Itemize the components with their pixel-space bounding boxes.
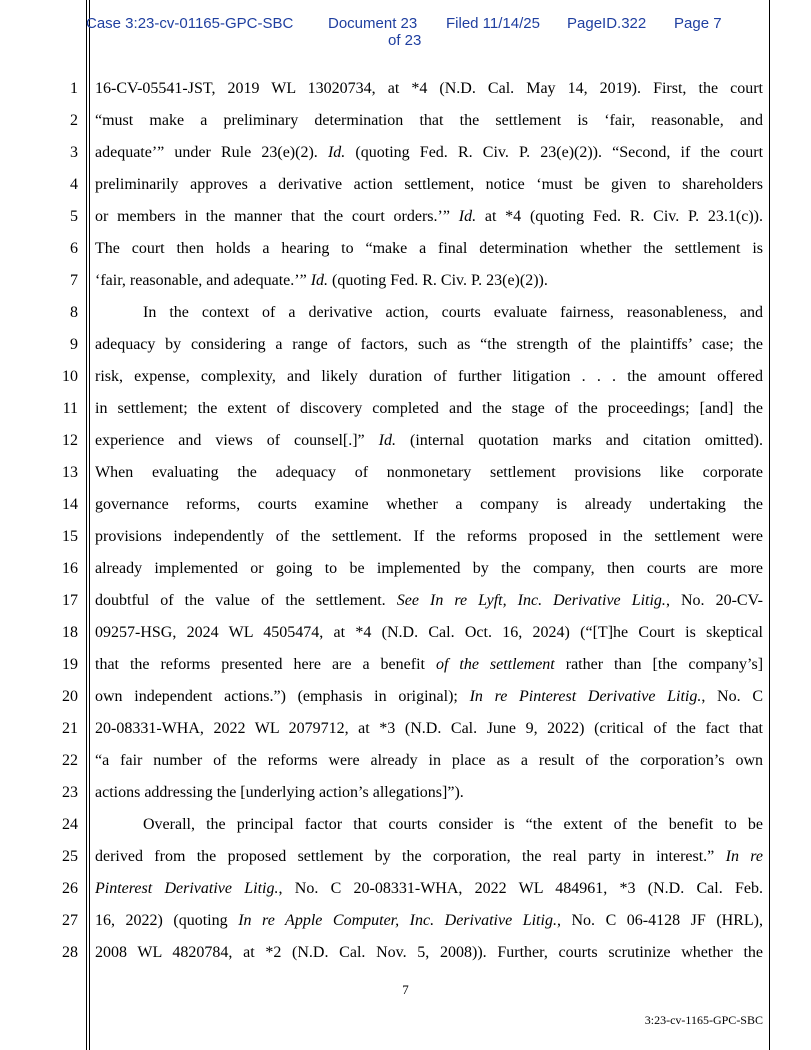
line-number: 7 <box>70 272 78 289</box>
citation-italic: Id. <box>310 272 329 289</box>
text-line <box>95 905 763 937</box>
text-line <box>95 393 763 425</box>
text-segment: rather than [the company’s] <box>554 656 764 673</box>
line-number: 28 <box>62 944 78 961</box>
text-segment: (quoting Fed. R. Civ. P. 23(e)(2)). <box>328 272 548 289</box>
citation-italic: Pinterest Derivative Litig. <box>95 880 279 897</box>
text-line <box>95 489 763 521</box>
citation-italic: Id. <box>378 432 396 449</box>
line-number: 10 <box>62 368 78 385</box>
text-segment: Overall, the principal factor that courts consider is “the extent of the benefit to be <box>143 816 763 833</box>
line-number: 2 <box>70 112 78 129</box>
text-line <box>95 617 763 649</box>
citation-italic: In re Pinterest Derivative Litig. <box>469 688 702 705</box>
citation-italic: See In re Lyft, Inc. Derivative Litig. <box>396 592 666 609</box>
text-line <box>95 73 763 105</box>
line-number: 8 <box>70 304 78 321</box>
text-segment: When evaluating the adequacy of nonmonetary settlement provisions like corporate <box>95 464 763 481</box>
line-number: 18 <box>62 624 78 641</box>
line-number: 3 <box>70 144 78 161</box>
text-segment: ‘fair, reasonable, and adequate.’” <box>95 272 311 289</box>
text-line <box>95 201 763 233</box>
line-number: 12 <box>62 432 78 449</box>
header-case: Case 3:23-cv-01165-GPC-SBC <box>86 15 294 32</box>
text-segment: “must make a preliminary determination that the settlement is ‘fair, reasonable, and <box>95 112 763 129</box>
text-segment: experience and views of counsel[.]” <box>95 432 379 449</box>
text-segment: governance reforms, courts examine whether a company is already undertaking the <box>95 496 763 513</box>
header-document: Document 23 <box>328 15 418 32</box>
text-segment: 16, 2022) (quoting <box>95 912 239 929</box>
text-segment: at *4 (quoting Fed. R. Civ. P. 23.1(c)). <box>476 208 763 225</box>
text-segment: or members in the manner that the court orders.’” <box>95 208 459 225</box>
text-segment: 16-CV-05541-JST, 2019 WL 13020734, at *4 (N.D. Cal. May 14, 2019). First, the court <box>95 80 763 97</box>
text-line <box>95 745 763 777</box>
text-segment: , No. C 20-08331-WHA, 2022 WL 484961, *3 (N.D. Cal. Feb. <box>278 880 763 897</box>
citation-italic: Id. <box>458 208 477 225</box>
text-segment: The court then holds a hearing to “make a final determination whether the settlement is <box>95 240 763 257</box>
line-number: 13 <box>62 464 78 481</box>
line-number: 11 <box>62 400 78 417</box>
text-segment: own independent actions.”) (emphasis in original); <box>95 688 470 705</box>
ecf-header <box>0 15 811 51</box>
citation-italic: In re Apple Computer, Inc. Derivative Litig. <box>238 912 557 929</box>
header-page-total: of 23 <box>388 32 422 49</box>
text-segment: 2008 WL 4820784, at *2 (N.D. Cal. Nov. 5, 2008)). Further, courts scrutinize whether the <box>95 944 763 961</box>
text-line <box>95 329 763 361</box>
text-line <box>95 425 763 457</box>
text-segment: preliminarily approves a derivative action settlement, notice ‘must be given to shareholders <box>95 176 763 193</box>
text-line <box>95 457 763 489</box>
line-number: 20 <box>62 688 78 705</box>
text-line <box>95 937 763 969</box>
line-number: 24 <box>62 816 78 833</box>
text-line <box>95 265 763 297</box>
line-number: 6 <box>70 240 78 257</box>
text-line <box>95 841 763 873</box>
text-segment: provisions independently of the settlement. If the reforms proposed in the settlement were <box>95 528 763 545</box>
line-number: 21 <box>62 720 78 737</box>
text-segment: (internal quotation marks and citation omitted). <box>396 432 764 449</box>
citation-italic: In re <box>725 848 764 865</box>
right-margin-rule <box>769 0 770 1050</box>
line-number: 4 <box>70 176 78 193</box>
text-line <box>95 233 763 265</box>
emphasis-italic: of the settlement <box>435 656 555 673</box>
page-number: 7 <box>402 982 409 997</box>
line-number: 19 <box>62 656 78 673</box>
line-number: 25 <box>62 848 78 865</box>
text-line <box>95 649 763 681</box>
line-number: 22 <box>62 752 78 769</box>
header-page: Page 7 <box>674 15 722 32</box>
text-segment: , No. C 06-4128 JF (HRL), <box>556 912 764 929</box>
line-number: 26 <box>62 880 78 897</box>
text-segment: already implemented or going to be implemented by the company, then courts are more <box>95 560 763 577</box>
text-segment: adequate’” under Rule 23(e)(2). <box>95 144 328 161</box>
left-margin-rule-inner <box>89 0 90 1050</box>
text-line <box>95 553 763 585</box>
document-body <box>95 73 763 969</box>
text-segment: “a fair number of the reforms were already in place as a result of the corporation’s own <box>95 752 763 769</box>
text-line <box>95 585 763 617</box>
header-filed: Filed 11/14/25 <box>446 15 540 32</box>
line-number: 17 <box>62 592 78 609</box>
text-line <box>95 809 763 841</box>
text-line <box>95 681 763 713</box>
text-segment: (quoting Fed. R. Civ. P. 23(e)(2)). “Second, if the court <box>345 144 764 161</box>
text-line <box>95 777 763 809</box>
line-number: 1 <box>70 80 78 97</box>
text-line <box>95 873 763 905</box>
line-number: 5 <box>70 208 78 225</box>
text-segment: , No. C <box>701 688 763 705</box>
text-line <box>95 521 763 553</box>
text-segment: adequacy by considering a range of factors, such as “the strength of the plaintiffs’ case; the <box>95 336 763 353</box>
text-line <box>95 361 763 393</box>
text-segment: actions addressing the [underlying action’s allegations]”). <box>95 784 464 801</box>
text-segment: In the context of a derivative action, courts evaluate fairness, reasonableness, and <box>143 304 763 321</box>
pleading-line-numbers <box>0 73 78 969</box>
text-segment: risk, expense, complexity, and likely duration of further litigation . . . the amount offered <box>95 368 763 385</box>
citation-italic: Id. <box>327 144 346 161</box>
text-segment: that the reforms presented here are a benefit <box>95 656 436 673</box>
line-number: 27 <box>62 912 78 929</box>
text-segment: doubtful of the value of the settlement. <box>95 592 397 609</box>
text-segment: in settlement; the extent of discovery completed and the stage of the proceedings; [and] the <box>95 400 763 417</box>
text-line <box>95 713 763 745</box>
text-segment: derived from the proposed settlement by the corporation, the real party in interest.” <box>95 848 726 865</box>
line-number: 16 <box>62 560 78 577</box>
text-line <box>95 169 763 201</box>
text-segment: 20-08331-WHA, 2022 WL 2079712, at *3 (N.D. Cal. June 9, 2022) (critical of the fact that <box>95 720 763 737</box>
line-number: 15 <box>62 528 78 545</box>
line-number: 9 <box>70 336 78 353</box>
line-number: 23 <box>62 784 78 801</box>
text-line <box>95 137 763 169</box>
text-line <box>95 297 763 329</box>
left-margin-rule-outer <box>86 0 87 1050</box>
text-segment: 09257-HSG, 2024 WL 4505474, at *4 (N.D. Cal. Oct. 16, 2024) (“[T]he Court is skeptical <box>95 624 763 641</box>
text-segment: , No. 20-CV- <box>665 592 764 609</box>
header-page-id: PageID.322 <box>567 15 647 32</box>
line-number: 14 <box>62 496 78 513</box>
text-line <box>95 105 763 137</box>
footer-case-number: 3:23-cv-1165-GPC-SBC <box>644 1013 763 1027</box>
